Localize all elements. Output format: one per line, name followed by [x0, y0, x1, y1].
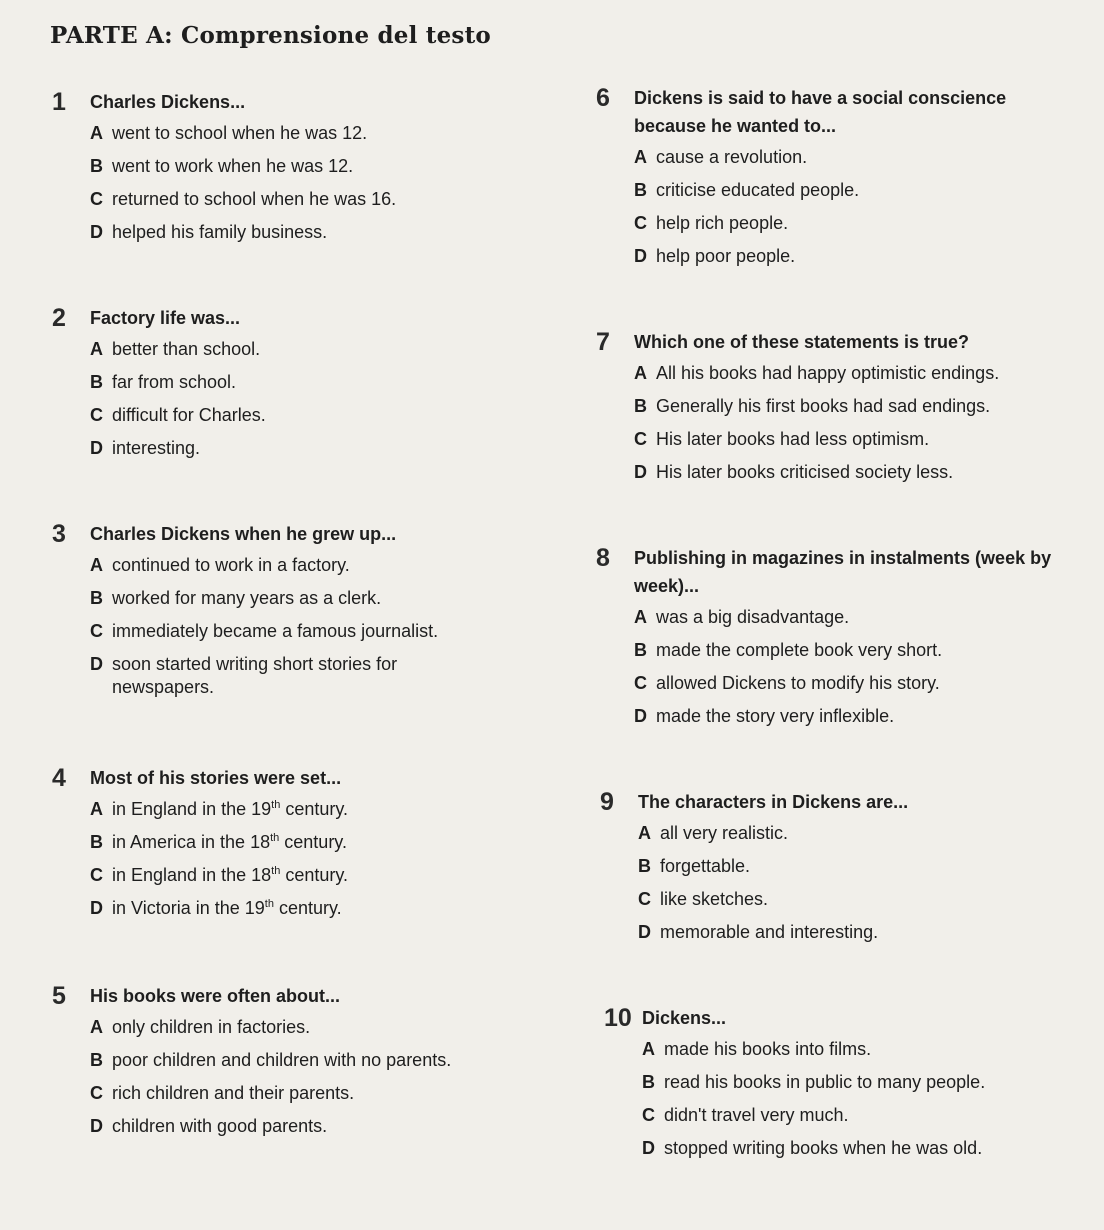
- question-1: [52, 88, 522, 254]
- question-3: [52, 520, 492, 709]
- question-text: Factory life was...: [90, 308, 241, 328]
- option-b: B read his books in public to many people.: [642, 1072, 986, 1092]
- option-c: C like sketches.: [638, 889, 769, 909]
- option-d: D made the story very inflexible.: [634, 706, 895, 726]
- question-text: Which one of these statements is true?: [634, 332, 970, 352]
- question-text: Dickens...: [642, 1008, 727, 1028]
- option-a: A continued to work in a factory.: [90, 555, 350, 575]
- question-5: [52, 982, 542, 1148]
- option-c: C His later books had less optimism.: [634, 429, 930, 449]
- question-number: 10: [604, 1004, 632, 1032]
- question-9: [600, 788, 1060, 954]
- question-text: Publishing in magazines in instalments (week by week)...: [634, 548, 1052, 596]
- question-2: [52, 304, 522, 470]
- option-c: C immediately became a famous journalist.: [90, 621, 439, 641]
- question-text: The characters in Dickens are...: [638, 792, 909, 812]
- question-6: [596, 84, 1056, 278]
- option-b: B went to work when he was 12.: [90, 156, 354, 176]
- question-number: 3: [52, 520, 66, 548]
- option-a: A cause a revolution.: [634, 147, 808, 167]
- question-number: 9: [600, 788, 614, 816]
- option-b: B Generally his first books had sad endings.: [634, 396, 991, 416]
- question-8: [596, 544, 1076, 738]
- option-b: B forgettable.: [638, 856, 751, 876]
- option-c: C help rich people.: [634, 213, 789, 233]
- option-b: B made the complete book very short.: [634, 640, 943, 660]
- question-text: Charles Dickens when he grew up...: [90, 524, 397, 544]
- question-text: His books were often about...: [90, 986, 341, 1006]
- option-a: A went to school when he was 12.: [90, 123, 368, 143]
- option-c: C didn't travel very much.: [642, 1105, 849, 1125]
- option-c: C returned to school when he was 16.: [90, 189, 397, 209]
- option-b: B poor children and children with no parents.: [90, 1050, 452, 1070]
- option-d: D help poor people.: [634, 246, 796, 266]
- option-c: C difficult for Charles.: [90, 405, 266, 425]
- option-c: C allowed Dickens to modify his story.: [634, 673, 940, 693]
- question-7: [596, 328, 1076, 494]
- page-title: PARTE A: Comprensione del testo: [50, 22, 491, 49]
- option-d: D stopped writing books when he was old.: [642, 1138, 983, 1158]
- question-number: 4: [52, 764, 66, 792]
- option-d: D helped his family business.: [90, 222, 328, 242]
- option-a: A All his books had happy optimistic endings.: [634, 363, 1000, 383]
- option-d: D His later books criticised society less.: [634, 462, 954, 482]
- option-b: B in America in the 18th century.: [90, 832, 347, 852]
- question-number: 1: [52, 88, 66, 116]
- option-c: C in England in the 18th century.: [90, 865, 349, 885]
- question-4: [52, 764, 522, 930]
- question-number: 5: [52, 982, 66, 1010]
- option-a: A all very realistic.: [638, 823, 789, 843]
- question-text: Dickens is said to have a social conscience because he wanted to...: [634, 88, 1007, 136]
- option-d: D soon started writing short stories for newspapers.: [90, 654, 398, 697]
- question-number: 6: [596, 84, 610, 112]
- option-a: A made his books into films.: [642, 1039, 872, 1059]
- option-b: B far from school.: [90, 372, 237, 392]
- option-d: D memorable and interesting.: [638, 922, 879, 942]
- option-a: A better than school.: [90, 339, 261, 359]
- option-d: D in Victoria in the 19th century.: [90, 898, 342, 918]
- question-text: Charles Dickens...: [90, 92, 246, 112]
- option-c: C rich children and their parents.: [90, 1083, 355, 1103]
- question-number: 8: [596, 544, 610, 572]
- question-number: 7: [596, 328, 610, 356]
- question-text: Most of his stories were set...: [90, 768, 342, 788]
- option-b: B worked for many years as a clerk.: [90, 588, 382, 608]
- option-d: D children with good parents.: [90, 1116, 328, 1136]
- option-d: D interesting.: [90, 438, 201, 458]
- question-number: 2: [52, 304, 66, 332]
- option-a: A was a big disadvantage.: [634, 607, 850, 627]
- option-b: B criticise educated people.: [634, 180, 860, 200]
- option-a: A in England in the 19th century.: [90, 799, 349, 819]
- question-10: [604, 1004, 1074, 1170]
- option-a: A only children in factories.: [90, 1017, 311, 1037]
